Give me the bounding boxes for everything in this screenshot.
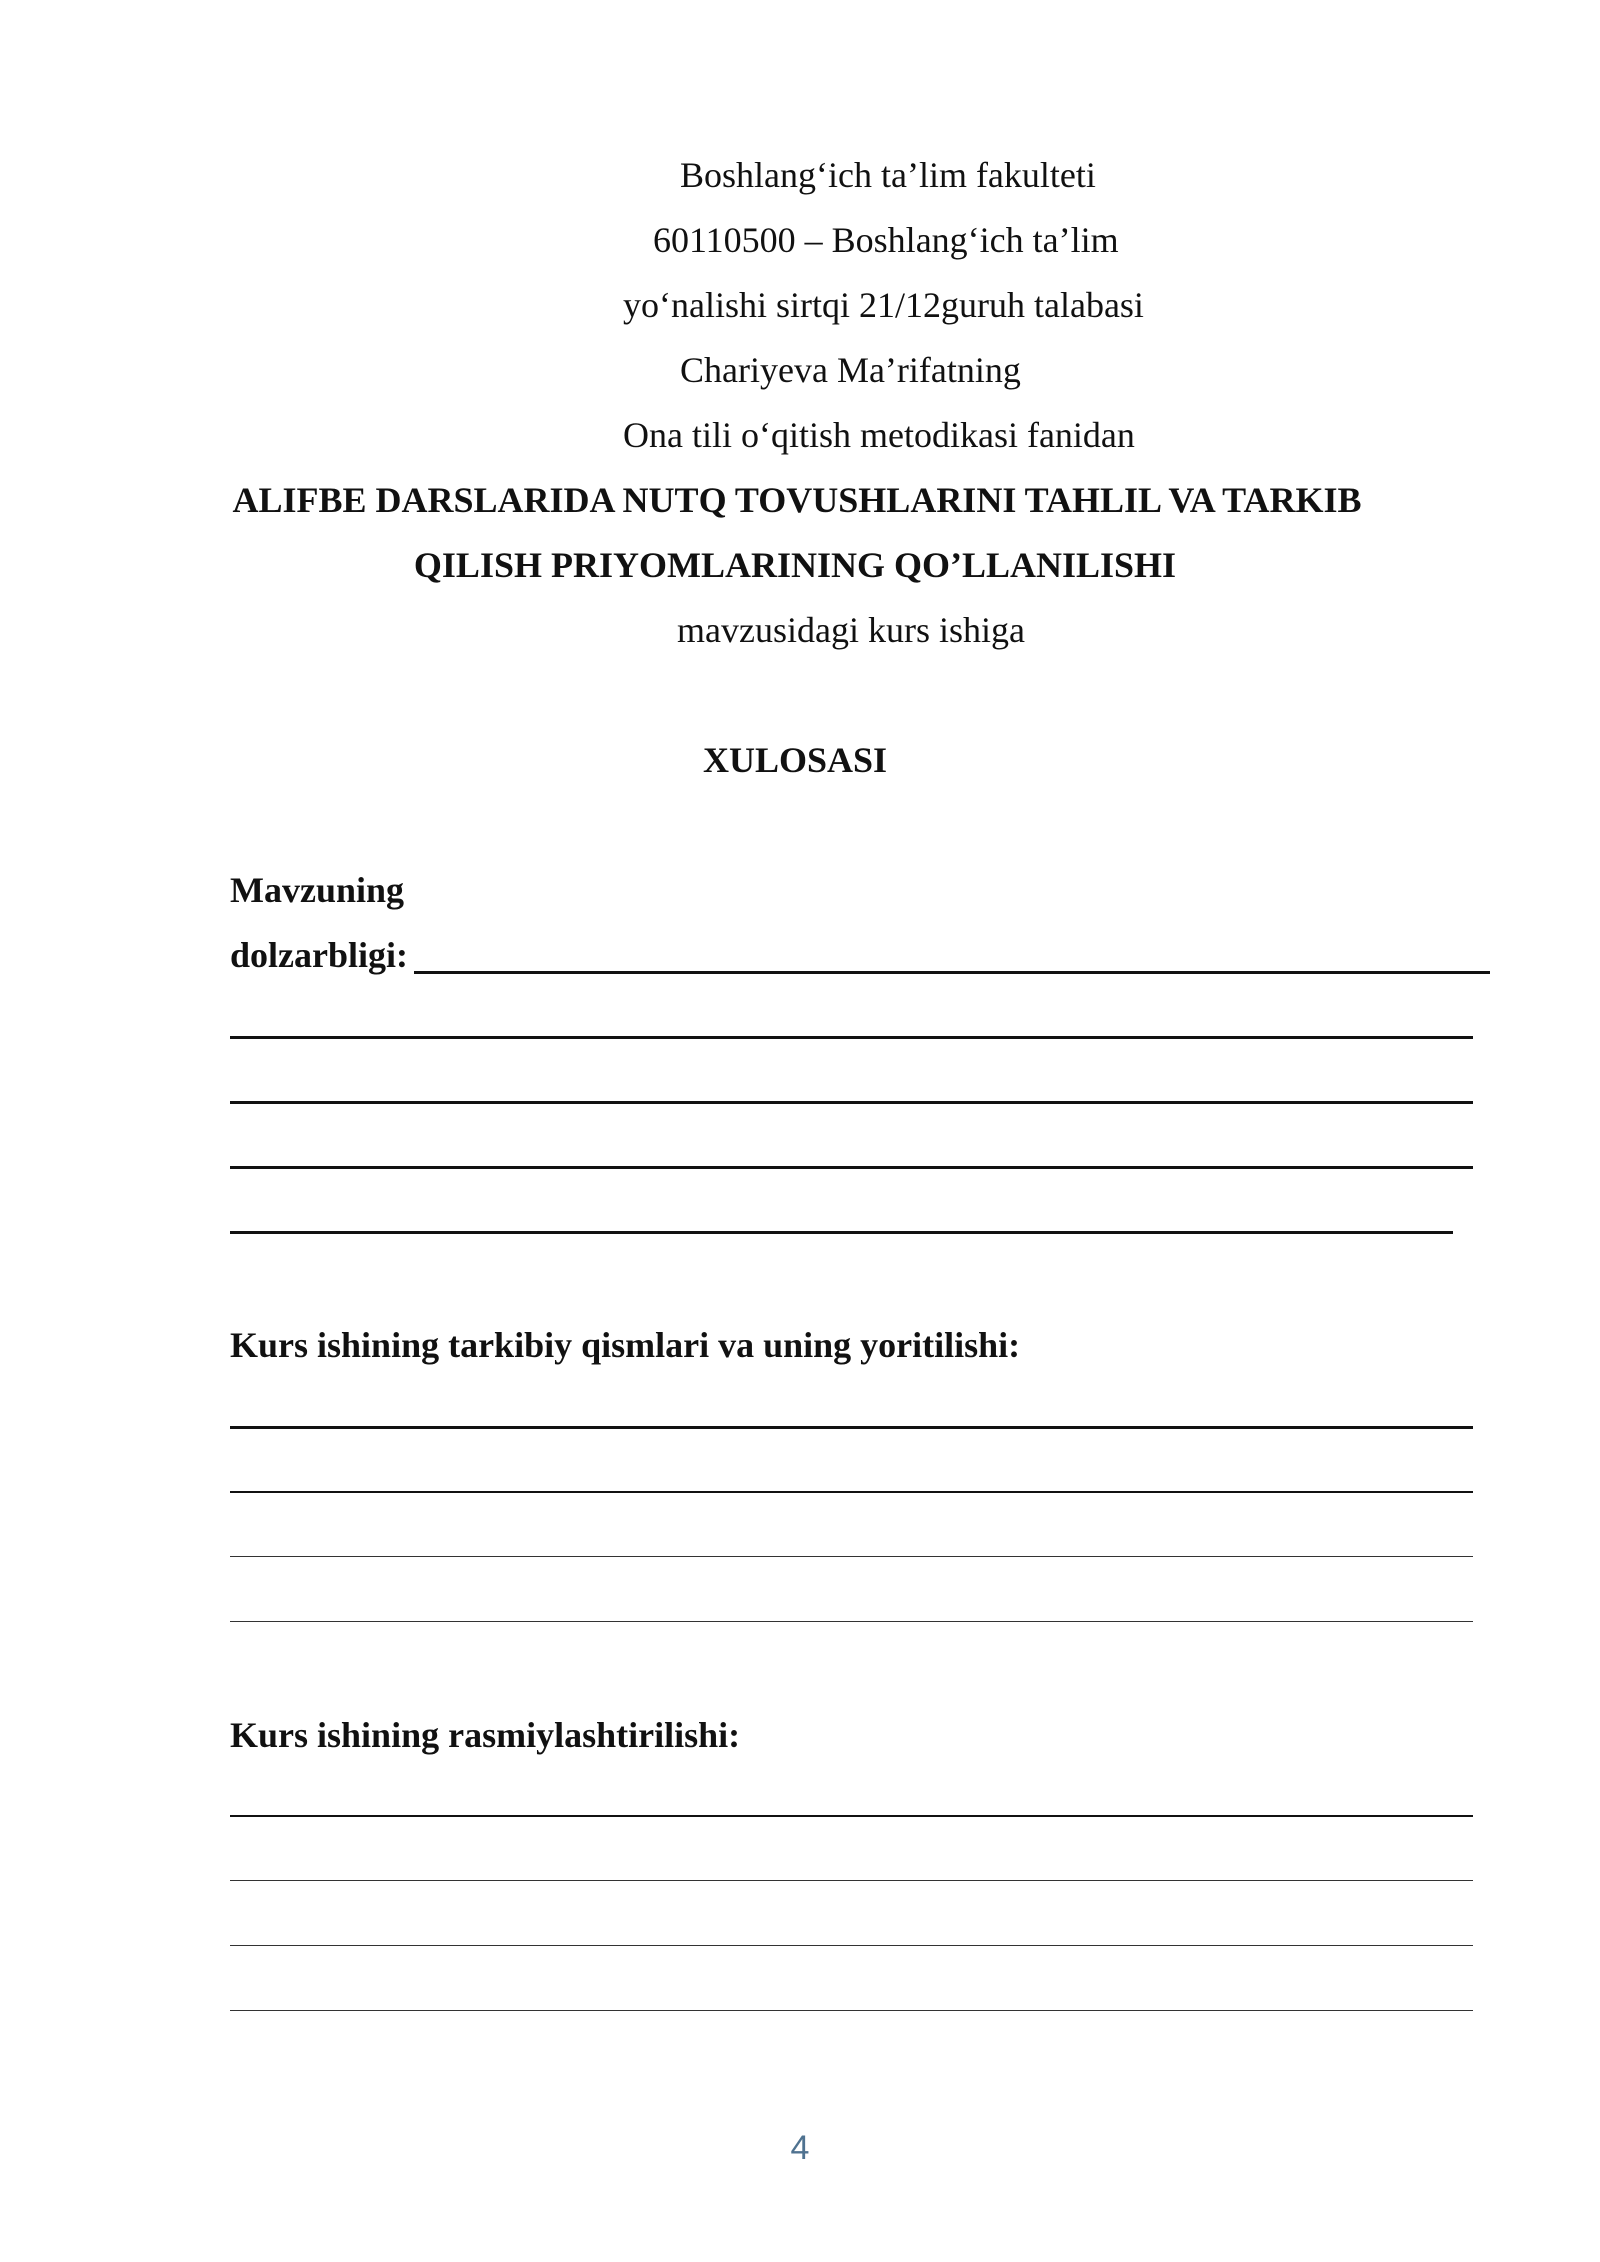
group-line: yo‘nalishi sirtqi 21/12guruh talabasi [623, 285, 1144, 325]
formatting-answer-line[interactable] [230, 1815, 1473, 1817]
relevance-answer-line[interactable] [414, 971, 1490, 974]
relevance-answer-line[interactable] [230, 1166, 1473, 1169]
topic-suffix-line: mavzusidagi kurs ishiga [677, 610, 1025, 650]
program-line: 60110500 – Boshlang‘ich ta’lim [653, 220, 1119, 260]
conclusion-heading: XULOSASI [702, 740, 888, 780]
structure-answer-line[interactable] [230, 1621, 1473, 1622]
structure-label: Kurs ishining tarkibiy qismlari va uning yoritilishi: [230, 1325, 1021, 1365]
topic-title-line-1: ALIFBE DARSLARIDA NUTQ TOVUSHLARINI TAHLIL VA TARKIB [232, 480, 1362, 520]
formatting-answer-line[interactable] [230, 1945, 1473, 1946]
topic-title-line-2: QILISH PRIYOMLARINING QO’LLANILISHI [413, 545, 1177, 585]
structure-answer-line[interactable] [230, 1426, 1473, 1429]
relevance-answer-line[interactable] [230, 1101, 1473, 1104]
page-number: 4 [790, 2129, 810, 2167]
formatting-answer-line[interactable] [230, 2010, 1473, 2011]
faculty-line: Boshlang‘ich ta’lim fakulteti [680, 155, 1096, 195]
student-line: Chariyeva Ma’rifatning [680, 350, 1021, 390]
relevance-answer-line[interactable] [230, 1036, 1473, 1039]
subject-line: Ona tili o‘qitish metodikasi fanidan [623, 415, 1135, 455]
formatting-label: Kurs ishining rasmiylashtirilishi: [230, 1715, 741, 1755]
structure-answer-line[interactable] [230, 1491, 1473, 1493]
structure-answer-line[interactable] [230, 1556, 1473, 1557]
formatting-answer-line[interactable] [230, 1880, 1473, 1881]
relevance-label-second: dolzarbligi: [230, 935, 408, 975]
relevance-label-first: Mavzuning [230, 870, 405, 910]
relevance-answer-line[interactable] [230, 1231, 1453, 1234]
